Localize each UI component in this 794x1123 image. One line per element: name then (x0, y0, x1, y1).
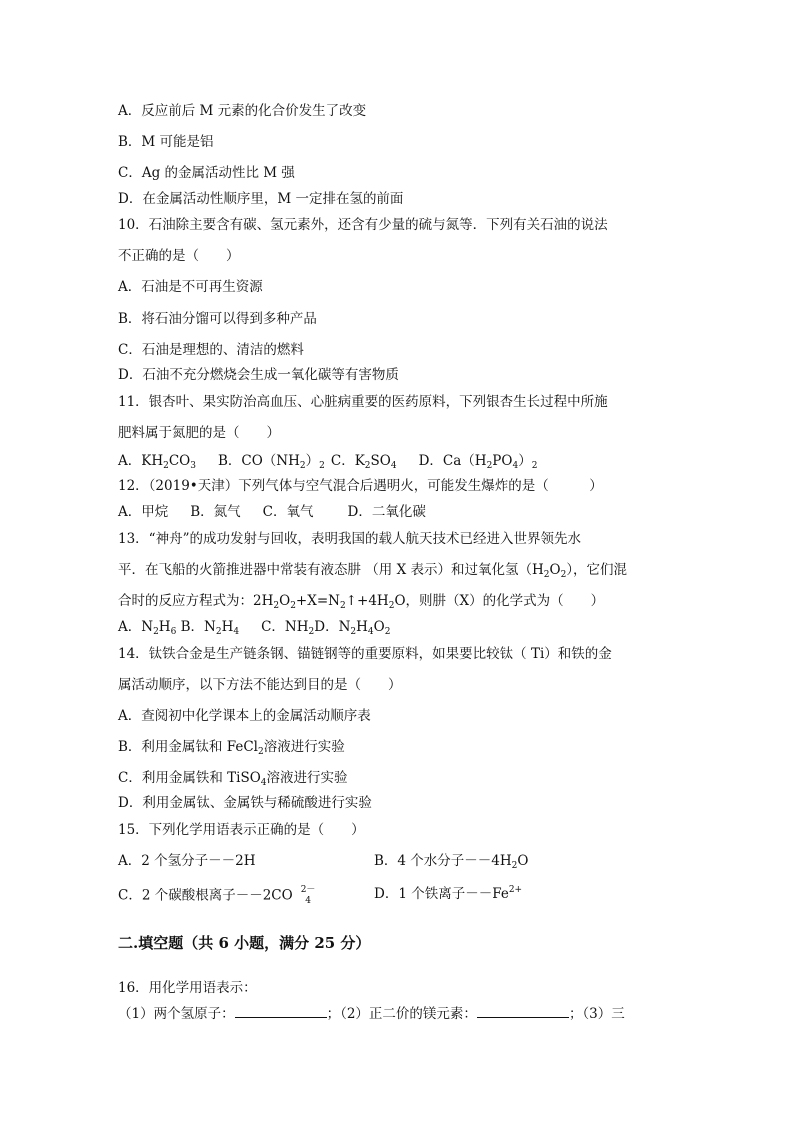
q10-option-c: C．石油是理想的、清洁的燃料 (118, 342, 304, 358)
q14-stem-line2: 属活动顺序，以下方法不能达到目的是（ ） (118, 677, 402, 693)
q15-stem: 15．下列化学用语表示正确的是（ ） (118, 822, 365, 838)
q11-option-d: D．$Ca(H_2PO_4)_2$ (418, 453, 538, 471)
q13-option-a: A．$N_2H_6$ (118, 619, 177, 637)
q11-option-c: C．$K_2SO_4$ (330, 453, 397, 471)
q12-options (118, 503, 426, 521)
q14-option-d: D．利用金属钛、金属铁与稀硫酸进行实验 (118, 795, 372, 811)
q11-stem-line1: 11．银杏叶、果实防治高血压、心脏病重要的医药原料，下列银杏生长过程中所施 (118, 394, 608, 410)
q10-option-b: B．将石油分馏可以得到多种产品 (118, 311, 317, 327)
q15-option-a: A．2 个氢分子－－2H (118, 853, 256, 869)
q15-option-c: C．2 个碳酸根离子－－2CO 2－ 4 (118, 885, 316, 906)
q9-option-a: A．反应前后 M 元素的化合价发生了改变 (118, 103, 367, 119)
q10-option-d: D．石油不充分燃烧会生成一氧化碳等有害物质 (118, 367, 399, 383)
q14-option-c: C．利用金属铁和 TiSO$_4$溶液进行实验 (118, 770, 348, 788)
q12-option-d: D．二氧化碳 (347, 504, 426, 520)
q14-stem-line1: 14．钛铁合金是生产链条钢、锚链钢等的重要原料，如果要比较钛（ Ti）和铁的金 (118, 646, 612, 662)
section2-title: 二.填空题（共 6 小题，满分 25 分） (118, 934, 371, 952)
q9-option-c: C．Ag 的金属活动性比 M 强 (118, 165, 295, 181)
q16-parts: （1）两个氢原子： ；（2）正二价的镁元素： ；（3）三 (118, 1006, 625, 1022)
q11-stem-line2: 肥料属于氮肥的是（ ） (118, 425, 280, 441)
q12-stem: 12．（2019•天津）下列气体与空气混合后遇明火，可能发生爆炸的是（ ） (118, 478, 603, 494)
q13-stem-line1: 13．“神舟”的成功发射与回收，表明我国的载人航天技术已经进入世界领先水 (118, 531, 581, 547)
q14-option-b: B．利用金属钛和 FeCl$_2$溶液进行实验 (118, 739, 345, 757)
q10-stem-line1: 10．石油除主要含有碳、氢元素外，还含有少量的硫与氮等．下列有关石油的说法 (118, 217, 608, 233)
q16-blank-2[interactable] (477, 1005, 569, 1018)
q10-option-a: A．石油是不可再生资源 (118, 279, 263, 295)
q13-stem-line2: 平．在飞船的火箭推进器中常装有液态肼 （用 X 表示）和过氧化氢$(H_2O_2)$，它们混 (118, 562, 628, 580)
q9-option-d: D．在金属活动性顺序里，M 一定排在氢的前面 (118, 191, 404, 207)
q16-stem: 16．用化学用语表示： (118, 980, 257, 996)
q11-options (118, 452, 537, 470)
q13-option-d: D．$N_2H_4O_2$ (314, 619, 391, 637)
q13-options (118, 618, 390, 636)
carbonate-charge-stack: 2－ 4 (300, 885, 316, 906)
q9-option-b: B．M 可能是铝 (118, 134, 214, 150)
q13-option-b: B．$N_2H_4$ (180, 619, 240, 637)
q11-option-b: B．$CO(NH_2)_2$ (217, 453, 325, 471)
q14-option-a: A．查阅初中化学课本上的金属活动顺序表 (118, 708, 371, 724)
q16-blank-1[interactable] (235, 1005, 327, 1018)
q15-option-d: D．1 个铁离子$--Fe^{2+}$ (374, 885, 523, 902)
q13-option-c: C．$NH_2$ (261, 619, 315, 637)
q10-stem-line2: 不正确的是（ ） (118, 248, 240, 264)
q12-option-a: A．甲烷 (118, 504, 169, 520)
q11-option-a: A．$KH_2CO_3$ (118, 453, 196, 471)
q12-option-b: B．氮气 (190, 504, 241, 520)
q15-option-b: B．4 个水分子$--4H_2O$ (374, 853, 529, 871)
q13-stem-line3: 合时的反应方程式为：$2H_2O_2+X=N_2↑+4H_2O$，则肼（X）的化学式为（ ） (118, 593, 605, 611)
q12-option-c: C．氧气 (262, 504, 314, 520)
